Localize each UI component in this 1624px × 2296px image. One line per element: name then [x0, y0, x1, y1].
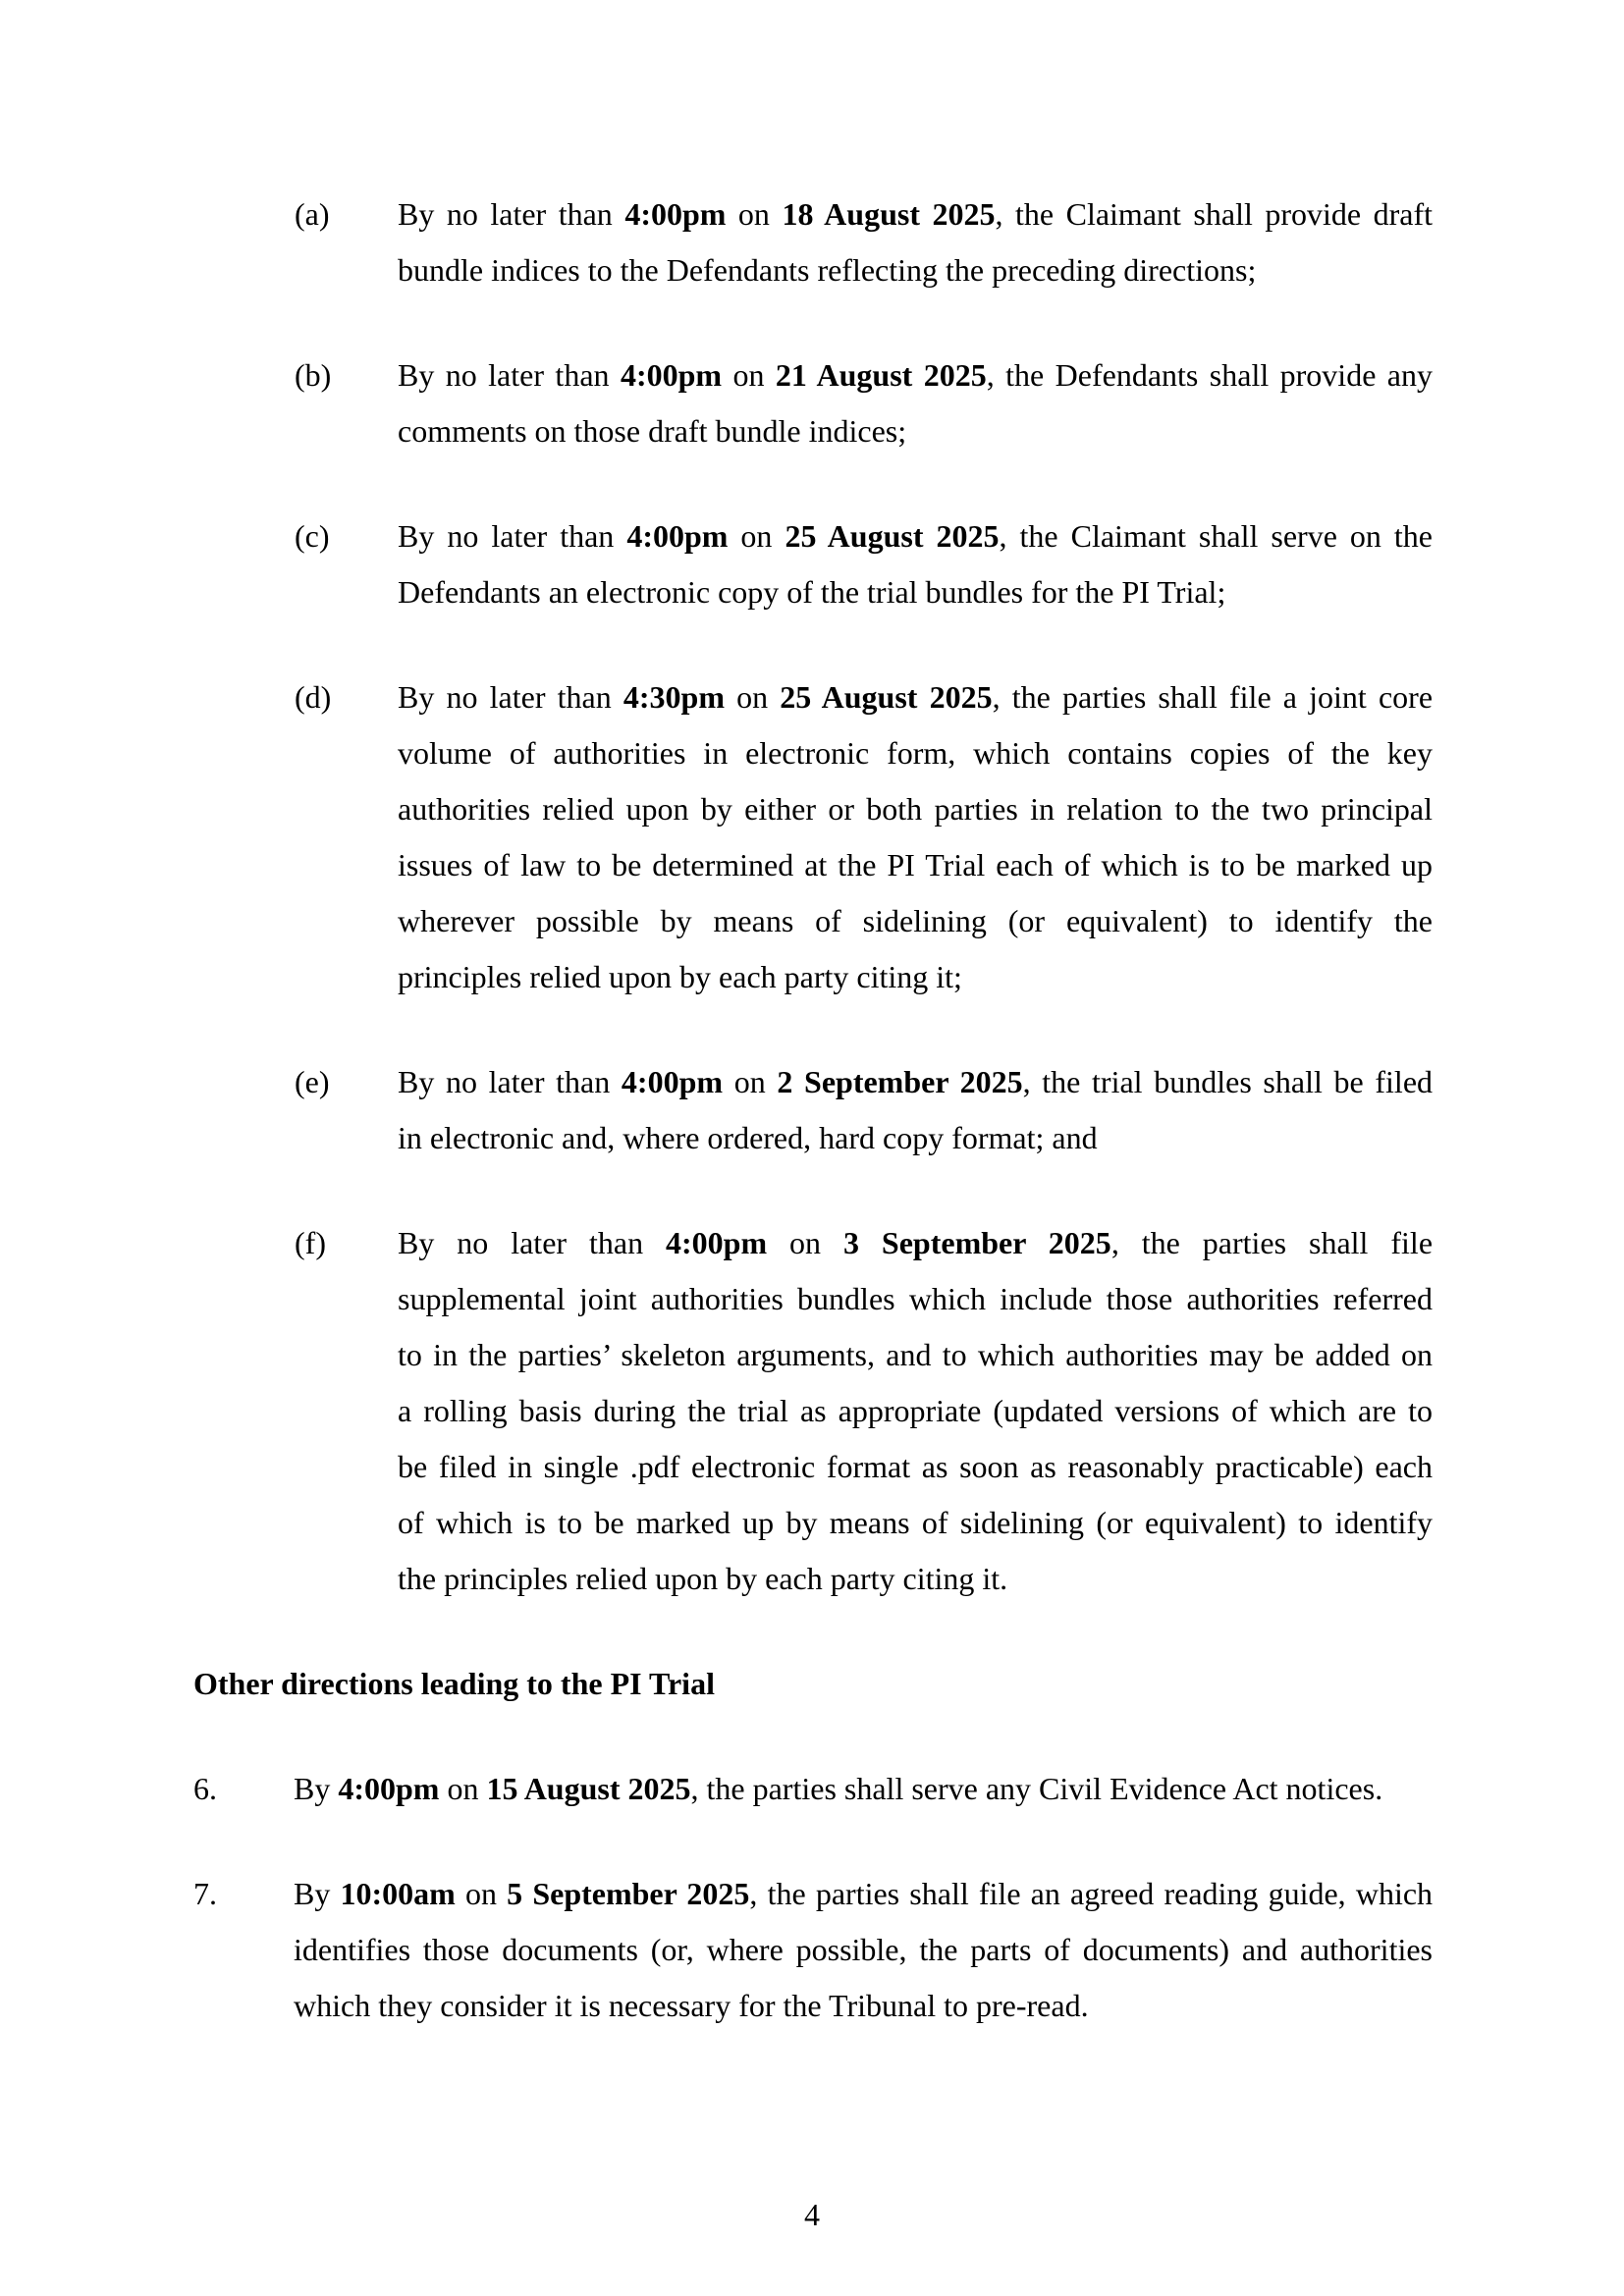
body-text: authorities relied upon by either or both parties in relation to the two principal [398, 791, 1433, 827]
numbered-paragraph-list [193, 1761, 1433, 2034]
paragraph-label: (d) [295, 679, 332, 715]
body-text: By no later than [398, 1064, 622, 1099]
body-text: of which is to be marked up by means of sidelining (or equivalent) to identify [398, 1505, 1433, 1540]
numbered-paragraph [193, 1761, 1433, 1817]
paragraph-line [398, 1383, 1433, 1439]
body-text: By no later than [398, 1225, 667, 1260]
body-text: By [294, 1876, 341, 1911]
body-text: which they consider it is necessary for the Tribunal to pre-read. [294, 1988, 1089, 2023]
numbered-paragraph [193, 1866, 1433, 2034]
body-text: on [722, 357, 776, 393]
body-text: supplemental joint authorities bundles which include those authorities referred [398, 1281, 1433, 1316]
deadline-text: 4:00pm [626, 518, 729, 554]
paragraph-text [398, 187, 1433, 298]
paragraph-line [398, 949, 1433, 1005]
paragraph-line [398, 1271, 1433, 1327]
paragraph-label: (b) [295, 357, 332, 393]
deadline-text: 21 August 2025 [775, 357, 987, 393]
section-heading: Other directions leading to the PI Trial [193, 1666, 715, 1701]
document-body [193, 187, 1433, 2083]
body-text: in electronic and, where ordered, hard copy format; and [398, 1120, 1098, 1155]
paragraph-label: (c) [295, 518, 330, 554]
body-text: on [724, 679, 781, 715]
paragraph-text [398, 347, 1433, 459]
paragraph-line [294, 1978, 1433, 2034]
paragraph-text [294, 1866, 1433, 2034]
body-text: , the parties shall file a joint core [992, 679, 1434, 715]
body-text: By no later than [398, 518, 627, 554]
paragraph-number: 6. [193, 1771, 217, 1806]
body-text: principles relied upon by each party citing it; [398, 959, 962, 994]
deadline-text: 5 September 2025 [507, 1876, 750, 1911]
body-text: By no later than [398, 196, 625, 232]
body-text: , the parties shall serve any Civil Evidence Act notices. [690, 1771, 1383, 1806]
deadline-text: 25 August 2025 [780, 679, 993, 715]
paragraph-text [398, 1215, 1433, 1607]
paragraph-line [398, 1054, 1433, 1110]
paragraph-line [398, 187, 1433, 242]
paragraph-label: (a) [295, 196, 330, 232]
subparagraph [295, 508, 1433, 620]
body-text: on [455, 1876, 508, 1911]
deadline-text: 4:00pm [621, 1064, 724, 1099]
body-text: volume of authorities in electronic form, which contains copies of the key [398, 735, 1433, 771]
deadline-text: 4:00pm [338, 1771, 440, 1806]
paragraph-line [398, 669, 1433, 725]
deadline-text: 4:00pm [624, 196, 727, 232]
body-text: be filed in single .pdf electronic format as soon as reasonably practicable) each [398, 1449, 1433, 1484]
paragraph-line [398, 242, 1433, 298]
subparagraph [295, 1054, 1433, 1166]
paragraph-line [398, 1551, 1433, 1607]
body-text: to in the parties’ skeleton arguments, and to which authorities may be added on [398, 1337, 1433, 1372]
body-text: , the parties shall file an agreed reading guide, which [749, 1876, 1434, 1911]
body-text: By [294, 1771, 339, 1806]
body-text: By no later than [398, 679, 623, 715]
paragraph-line [398, 1327, 1433, 1383]
paragraph-text [294, 1761, 1433, 1817]
body-text: bundle indices to the Defendants reflecting the preceding directions; [398, 252, 1257, 288]
paragraph-line [294, 1761, 1433, 1817]
paragraph-line [398, 508, 1433, 564]
subparagraph [295, 187, 1433, 298]
paragraph-line [398, 725, 1433, 781]
paragraph-line [398, 837, 1433, 893]
paragraph-line [398, 1215, 1433, 1271]
paragraph-line [398, 564, 1433, 620]
deadline-text: 4:00pm [620, 357, 723, 393]
deadline-text: 10:00am [340, 1876, 456, 1911]
body-text: the principles relied upon by each party citing it. [398, 1561, 1008, 1596]
body-text: , the trial bundles shall be filed [1022, 1064, 1434, 1099]
paragraph-text [398, 508, 1433, 620]
paragraph-line [398, 403, 1433, 459]
body-text: , the Claimant shall serve on the [999, 518, 1433, 554]
paragraph-line [398, 1439, 1433, 1495]
body-text: on [767, 1225, 843, 1260]
paragraph-line [398, 347, 1433, 403]
subparagraph [295, 1215, 1433, 1607]
paragraph-line [294, 1866, 1433, 1922]
deadline-text: 25 August 2025 [785, 518, 1000, 554]
deadline-text: 18 August 2025 [782, 196, 996, 232]
subparagraph-list [193, 187, 1433, 1607]
page-number: 4 [804, 2197, 820, 2232]
paragraph-label: (f) [295, 1225, 326, 1260]
paragraph-label: (e) [295, 1064, 330, 1099]
body-text: issues of law to be determined at the PI Trial each of which is to be marked up [398, 847, 1433, 882]
paragraph-text [398, 1054, 1433, 1166]
body-text: a rolling basis during the trial as appropriate (updated versions of which are to [398, 1393, 1433, 1428]
paragraph-line [398, 1110, 1433, 1166]
paragraph-line [398, 781, 1433, 837]
body-text: , the Claimant shall provide draft [995, 196, 1434, 232]
body-text: on [439, 1771, 487, 1806]
deadline-text: 4:00pm [666, 1225, 768, 1260]
deadline-text: 4:30pm [623, 679, 725, 715]
body-text: on [726, 196, 783, 232]
paragraph-text [398, 669, 1433, 1005]
deadline-text: 3 September 2025 [843, 1225, 1111, 1260]
deadline-text: 2 September 2025 [777, 1064, 1023, 1099]
paragraph-line [398, 1495, 1433, 1551]
body-text: , the parties shall file [1110, 1225, 1434, 1260]
body-text: comments on those draft bundle indices; [398, 413, 907, 449]
paragraph-line [294, 1922, 1433, 1978]
paragraph-number: 7. [193, 1876, 217, 1911]
body-text: By no later than [398, 357, 621, 393]
subparagraph [295, 669, 1433, 1005]
body-text: on [728, 518, 785, 554]
body-text: , the Defendants shall provide any [986, 357, 1434, 393]
body-text: wherever possible by means of sidelining (or equivalent) to identify the [398, 903, 1433, 938]
body-text: Defendants an electronic copy of the trial bundles for the PI Trial; [398, 574, 1226, 610]
subparagraph [295, 347, 1433, 459]
paragraph-line [398, 893, 1433, 949]
deadline-text: 15 August 2025 [486, 1771, 691, 1806]
body-text: on [723, 1064, 778, 1099]
body-text: identifies those documents (or, where possible, the parts of documents) and authorities [294, 1932, 1433, 1967]
